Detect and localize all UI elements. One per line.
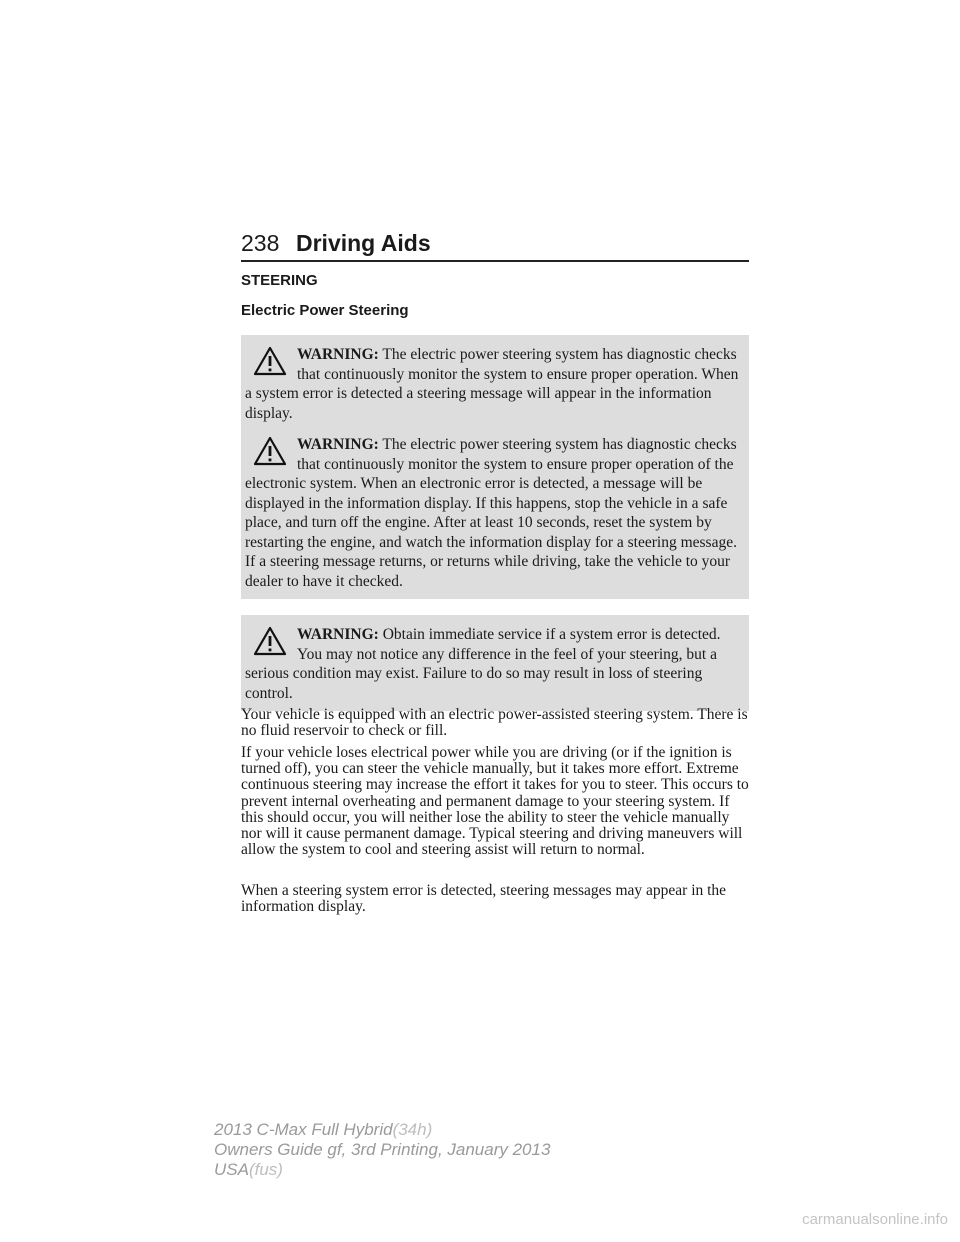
footer-market: USA [214,1160,249,1179]
warning-body: Obtain immediate service if a system error is detected. You may not notice any difference in the feel of your steering, but a serious condition may exist. Failure to do so may result in loss of steering control. [245,626,721,702]
footer-printing: Owners Guide gf, 3rd Printing, January 2013 [214,1140,551,1159]
warning-text-2 [245,435,741,591]
warning-body: The electric power steering system has diagnostic checks that continuously monitor the system to ensure proper operation of the electronic system. When an electronic error is detected, a message will be displayed in the information display. If this happens, stop the vehicle in a safe place, and turn off the engine. After at least 10 seconds, reset the system by restarting the engine, and watch the information display for a steering message. If a steering message returns, or returns while driving, take the vehicle to your dealer to have it checked. [245,436,737,590]
watermark: carmanualsonline.info [802,1211,948,1228]
paragraph-equipped: Your vehicle is equipped with an electric power-assisted steering system. There is no fluid reservoir to check or fill. [241,706,748,740]
heading-electric-power-steering: Electric Power Steering [241,302,409,319]
footer-line-market [214,1160,550,1180]
warning-box-1 [241,335,749,431]
section-title: Driving Aids [296,230,431,256]
warning-text-1 [245,345,741,423]
footer-line-model [214,1120,550,1140]
heading-steering: STEERING [241,272,318,289]
footer-model: 2013 C-Max Full Hybrid [214,1120,393,1139]
paragraph-error-messages: When a steering system error is detected, steering messages may appear in the information display. [241,882,727,916]
warning-triangle-icon [253,436,287,466]
warning-text-3 [245,625,741,703]
warning-triangle-icon [253,346,287,376]
warning-body: The electric power steering system has diagnostic checks that continuously monitor the system to ensure proper operation. When a system error is detected a steering message will appear in the information display. [245,346,739,422]
header-rule [241,260,749,262]
paragraph-power-loss: If your vehicle loses electrical power while you are driving (or if the ignition is turned off), you can steer the vehicle manually, but it takes more effort. Extreme continuous steering may increase the effort it takes for you to steer. This occurs to prevent internal overheating and permanent damage to your steering system. If this should occur, you will neither lose the ability to steer the vehicle manually nor will it cause permanent damage. Typical steering and driving maneuvers will allow the system to cool and steering assist will return to normal. [241,744,749,859]
footer-model-code: (34h) [392,1120,433,1139]
warning-box-3 [241,615,749,711]
warning-label: WARNING: [297,346,379,363]
page-header [241,228,749,262]
warning-label: WARNING: [297,626,379,643]
warning-box-2 [241,425,749,599]
warning-label: WARNING: [297,436,379,453]
page-number: 238 [241,230,280,256]
warning-triangle-icon [253,626,287,656]
footer [214,1120,550,1180]
footer-market-code: (fus) [248,1160,283,1179]
